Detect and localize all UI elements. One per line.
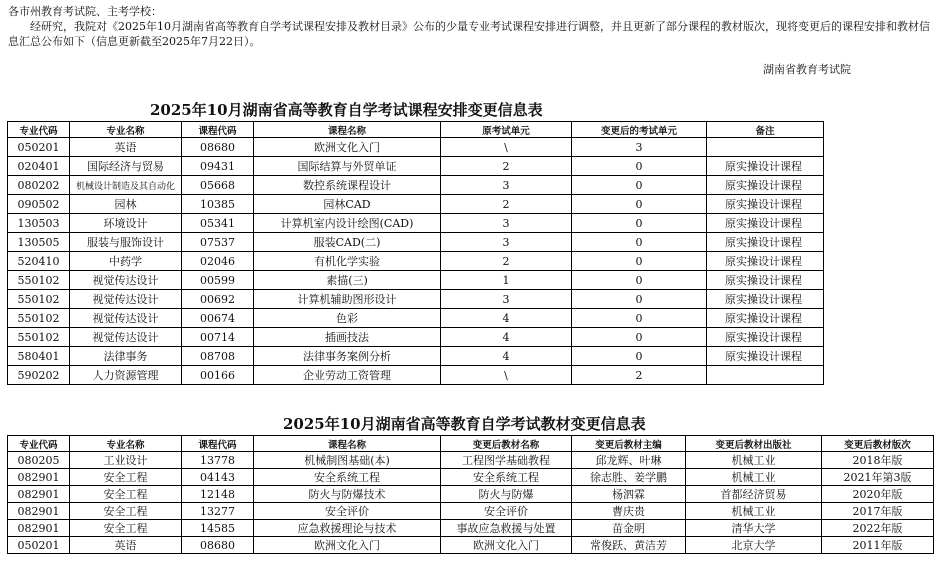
textbook-cell: 苗金明 bbox=[572, 520, 686, 537]
schedule-cell: 0 bbox=[572, 214, 707, 233]
schedule-cell: 原实操设计课程 bbox=[707, 157, 824, 176]
textbook-cell: 2021年第3版 bbox=[822, 469, 934, 486]
schedule-cell: 0 bbox=[572, 195, 707, 214]
schedule-row bbox=[8, 366, 824, 385]
schedule-cell: 4 bbox=[441, 347, 572, 366]
textbook-cell: 工程图学基础教程 bbox=[441, 452, 572, 469]
schedule-header-cell: 课程代码 bbox=[182, 122, 254, 138]
schedule-cell: 原实操设计课程 bbox=[707, 214, 824, 233]
schedule-cell: 原实操设计课程 bbox=[707, 309, 824, 328]
textbook-cell: 080205 bbox=[8, 452, 70, 469]
textbook-cell: 2017年版 bbox=[822, 503, 934, 520]
schedule-cell bbox=[707, 138, 824, 157]
textbook-cell: 安全评价 bbox=[441, 503, 572, 520]
schedule-cell: 550102 bbox=[8, 328, 70, 347]
textbook-cell: 安全工程 bbox=[70, 503, 182, 520]
schedule-cell: 520410 bbox=[8, 252, 70, 271]
textbook-table bbox=[7, 435, 934, 554]
schedule-cell: 法律事务案例分析 bbox=[254, 347, 441, 366]
schedule-row bbox=[8, 233, 824, 252]
schedule-row bbox=[8, 252, 824, 271]
schedule-cell: 3 bbox=[441, 290, 572, 309]
textbook-table-title: 2025年10月湖南省高等教育自学考试教材变更信息表 bbox=[283, 415, 646, 433]
schedule-cell: 0 bbox=[572, 271, 707, 290]
schedule-cell: 服装CAD(二) bbox=[254, 233, 441, 252]
schedule-cell: 00692 bbox=[182, 290, 254, 309]
schedule-cell: 00714 bbox=[182, 328, 254, 347]
textbook-cell: 英语 bbox=[70, 537, 182, 554]
schedule-row bbox=[8, 138, 824, 157]
schedule-cell: 080202 bbox=[8, 176, 70, 195]
schedule-row bbox=[8, 328, 824, 347]
schedule-cell: 0 bbox=[572, 347, 707, 366]
textbook-cell: 13277 bbox=[182, 503, 254, 520]
textbook-cell: 2011年版 bbox=[822, 537, 934, 554]
schedule-cell: 素描(三) bbox=[254, 271, 441, 290]
schedule-cell: 0 bbox=[572, 328, 707, 347]
textbook-cell: 清华大学 bbox=[686, 520, 822, 537]
textbook-cell: 14585 bbox=[182, 520, 254, 537]
textbook-cell: 机械制图基础(本) bbox=[254, 452, 441, 469]
textbook-header-cell: 课程代码 bbox=[182, 436, 254, 452]
schedule-cell: 计算机室内设计绘图(CAD) bbox=[254, 214, 441, 233]
textbook-cell: 防火与防爆技术 bbox=[254, 486, 441, 503]
schedule-cell: 视觉传达设计 bbox=[70, 309, 182, 328]
schedule-header-cell: 课程名称 bbox=[254, 122, 441, 138]
textbook-cell: 北京大学 bbox=[686, 537, 822, 554]
textbook-header-row bbox=[8, 436, 934, 452]
schedule-cell: 2 bbox=[441, 252, 572, 271]
schedule-cell: 050201 bbox=[8, 138, 70, 157]
schedule-row bbox=[8, 176, 824, 195]
textbook-cell: 机械工业 bbox=[686, 452, 822, 469]
schedule-cell: 4 bbox=[441, 309, 572, 328]
schedule-cell: 插画技法 bbox=[254, 328, 441, 347]
schedule-table-body bbox=[8, 138, 824, 385]
textbook-row bbox=[8, 486, 934, 503]
textbook-cell: 安全工程 bbox=[70, 469, 182, 486]
schedule-row bbox=[8, 214, 824, 233]
notice-body: 经研究，我院对《2025年10月湖南省高等教育自学考试课程安排及教材目录》公布的少量专业考试课程安排进行调整，并且更新了部分课程的教材版次，现将变更后的课程安排和教材信息汇总公布如下（信息更新截至2025年7月22日）。 bbox=[8, 20, 930, 48]
schedule-cell: 00166 bbox=[182, 366, 254, 385]
schedule-cell: 数控系统课程设计 bbox=[254, 176, 441, 195]
schedule-cell: 02046 bbox=[182, 252, 254, 271]
textbook-cell: 欧洲文化入门 bbox=[254, 537, 441, 554]
schedule-cell: 3 bbox=[441, 214, 572, 233]
schedule-row bbox=[8, 309, 824, 328]
schedule-cell: 法律事务 bbox=[70, 347, 182, 366]
schedule-row bbox=[8, 347, 824, 366]
schedule-cell: 园林 bbox=[70, 195, 182, 214]
textbook-cell: 安全系统工程 bbox=[441, 469, 572, 486]
textbook-cell: 曹庆贵 bbox=[572, 503, 686, 520]
textbook-cell: 050201 bbox=[8, 537, 70, 554]
schedule-cell: 580401 bbox=[8, 347, 70, 366]
textbook-header-cell: 变更后教材主编 bbox=[572, 436, 686, 452]
schedule-row bbox=[8, 157, 824, 176]
schedule-cell: 08680 bbox=[182, 138, 254, 157]
schedule-cell: 0 bbox=[572, 252, 707, 271]
schedule-cell: 090502 bbox=[8, 195, 70, 214]
textbook-header-cell: 专业代码 bbox=[8, 436, 70, 452]
textbook-cell: 082901 bbox=[8, 486, 70, 503]
schedule-cell: 国际结算与外贸单证 bbox=[254, 157, 441, 176]
schedule-cell: 英语 bbox=[70, 138, 182, 157]
schedule-cell: 130503 bbox=[8, 214, 70, 233]
schedule-cell: 视觉传达设计 bbox=[70, 271, 182, 290]
notice-salutation: 各市州教育考试院、主考学校： bbox=[8, 5, 162, 18]
textbook-row bbox=[8, 503, 934, 520]
schedule-cell bbox=[707, 366, 824, 385]
schedule-header-row bbox=[8, 122, 824, 138]
textbook-cell: 安全评价 bbox=[254, 503, 441, 520]
schedule-cell: 欧洲文化入门 bbox=[254, 138, 441, 157]
schedule-cell: 原实操设计课程 bbox=[707, 271, 824, 290]
textbook-cell: 安全系统工程 bbox=[254, 469, 441, 486]
textbook-cell: 082901 bbox=[8, 469, 70, 486]
schedule-header-cell: 专业名称 bbox=[70, 122, 182, 138]
schedule-cell: 2 bbox=[441, 195, 572, 214]
schedule-header-cell: 变更后的考试单元 bbox=[572, 122, 707, 138]
notice-signer: 湖南省教育考试院 bbox=[763, 63, 851, 76]
schedule-cell: 计算机辅助图形设计 bbox=[254, 290, 441, 309]
schedule-cell: 原实操设计课程 bbox=[707, 233, 824, 252]
schedule-cell: 原实操设计课程 bbox=[707, 176, 824, 195]
textbook-cell: 欧洲文化入门 bbox=[441, 537, 572, 554]
textbook-cell: 机械工业 bbox=[686, 469, 822, 486]
schedule-cell: 550102 bbox=[8, 290, 70, 309]
schedule-cell: 0 bbox=[572, 157, 707, 176]
schedule-cell: 4 bbox=[441, 328, 572, 347]
schedule-cell: 原实操设计课程 bbox=[707, 347, 824, 366]
schedule-cell: 3 bbox=[572, 138, 707, 157]
schedule-header-cell: 备注 bbox=[707, 122, 824, 138]
schedule-cell: 3 bbox=[441, 176, 572, 195]
textbook-header-cell: 变更后教材名称 bbox=[441, 436, 572, 452]
schedule-cell: 原实操设计课程 bbox=[707, 252, 824, 271]
schedule-cell: 视觉传达设计 bbox=[70, 290, 182, 309]
textbook-cell: 2018年版 bbox=[822, 452, 934, 469]
schedule-cell: 0 bbox=[572, 233, 707, 252]
textbook-cell: 08680 bbox=[182, 537, 254, 554]
schedule-cell: 130505 bbox=[8, 233, 70, 252]
textbook-cell: 事故应急救援与处置 bbox=[441, 520, 572, 537]
textbook-cell: 12148 bbox=[182, 486, 254, 503]
schedule-cell: 色彩 bbox=[254, 309, 441, 328]
schedule-cell: 590202 bbox=[8, 366, 70, 385]
textbook-row bbox=[8, 537, 934, 554]
textbook-cell: 安全工程 bbox=[70, 520, 182, 537]
textbook-row bbox=[8, 520, 934, 537]
textbook-cell: 安全工程 bbox=[70, 486, 182, 503]
notice bbox=[8, 4, 934, 49]
schedule-header-cell: 专业代码 bbox=[8, 122, 70, 138]
schedule-cell: 10385 bbox=[182, 195, 254, 214]
textbook-table-body bbox=[8, 452, 934, 554]
schedule-cell: 08708 bbox=[182, 347, 254, 366]
schedule-row bbox=[8, 290, 824, 309]
textbook-cell: 13778 bbox=[182, 452, 254, 469]
schedule-cell: 0 bbox=[572, 176, 707, 195]
schedule-cell: \ bbox=[441, 366, 572, 385]
schedule-row bbox=[8, 271, 824, 290]
schedule-cell: 05668 bbox=[182, 176, 254, 195]
schedule-cell: 环境设计 bbox=[70, 214, 182, 233]
textbook-cell: 杨泗霖 bbox=[572, 486, 686, 503]
schedule-cell: 原实操设计课程 bbox=[707, 290, 824, 309]
textbook-header-cell: 专业名称 bbox=[70, 436, 182, 452]
schedule-cell: 00599 bbox=[182, 271, 254, 290]
schedule-cell: 09431 bbox=[182, 157, 254, 176]
schedule-cell: 0 bbox=[572, 290, 707, 309]
schedule-cell: 原实操设计课程 bbox=[707, 195, 824, 214]
textbook-cell: 邱龙辉、叶琳 bbox=[572, 452, 686, 469]
schedule-cell: 0 bbox=[572, 309, 707, 328]
schedule-cell: 原实操设计课程 bbox=[707, 328, 824, 347]
textbook-cell: 04143 bbox=[182, 469, 254, 486]
schedule-cell: 中药学 bbox=[70, 252, 182, 271]
textbook-cell: 082901 bbox=[8, 503, 70, 520]
textbook-cell: 首都经济贸易 bbox=[686, 486, 822, 503]
schedule-cell: 企业劳动工资管理 bbox=[254, 366, 441, 385]
schedule-cell: 园林CAD bbox=[254, 195, 441, 214]
schedule-cell: 国际经济与贸易 bbox=[70, 157, 182, 176]
schedule-header-cell: 原考试单元 bbox=[441, 122, 572, 138]
textbook-cell: 2020年版 bbox=[822, 486, 934, 503]
schedule-cell: 机械设计制造及其自动化 bbox=[70, 176, 182, 195]
textbook-row bbox=[8, 469, 934, 486]
schedule-cell: 00674 bbox=[182, 309, 254, 328]
schedule-cell: 视觉传达设计 bbox=[70, 328, 182, 347]
schedule-table-title: 2025年10月湖南省高等教育自学考试课程安排变更信息表 bbox=[150, 101, 543, 119]
textbook-cell: 徐志胜、姜学鹏 bbox=[572, 469, 686, 486]
textbook-cell: 防火与防爆 bbox=[441, 486, 572, 503]
schedule-cell: 550102 bbox=[8, 309, 70, 328]
schedule-cell: 服装与服饰设计 bbox=[70, 233, 182, 252]
schedule-cell: 人力资源管理 bbox=[70, 366, 182, 385]
schedule-table bbox=[7, 121, 824, 385]
textbook-header-cell: 变更后教材出版社 bbox=[686, 436, 822, 452]
textbook-cell: 应急救援理论与技术 bbox=[254, 520, 441, 537]
schedule-cell: 2 bbox=[441, 157, 572, 176]
textbook-cell: 2022年版 bbox=[822, 520, 934, 537]
schedule-cell: 3 bbox=[441, 233, 572, 252]
textbook-cell: 工业设计 bbox=[70, 452, 182, 469]
schedule-cell: 05341 bbox=[182, 214, 254, 233]
schedule-row bbox=[8, 195, 824, 214]
schedule-cell: 有机化学实验 bbox=[254, 252, 441, 271]
textbook-row bbox=[8, 452, 934, 469]
schedule-cell: 550102 bbox=[8, 271, 70, 290]
textbook-header-cell: 变更后教材版次 bbox=[822, 436, 934, 452]
schedule-cell: 020401 bbox=[8, 157, 70, 176]
textbook-header-cell: 课程名称 bbox=[254, 436, 441, 452]
schedule-cell: \ bbox=[441, 138, 572, 157]
textbook-cell: 082901 bbox=[8, 520, 70, 537]
schedule-cell: 1 bbox=[441, 271, 572, 290]
schedule-cell: 2 bbox=[572, 366, 707, 385]
textbook-cell: 常俊跃、黄洁芳 bbox=[572, 537, 686, 554]
textbook-cell: 机械工业 bbox=[686, 503, 822, 520]
schedule-cell: 07537 bbox=[182, 233, 254, 252]
